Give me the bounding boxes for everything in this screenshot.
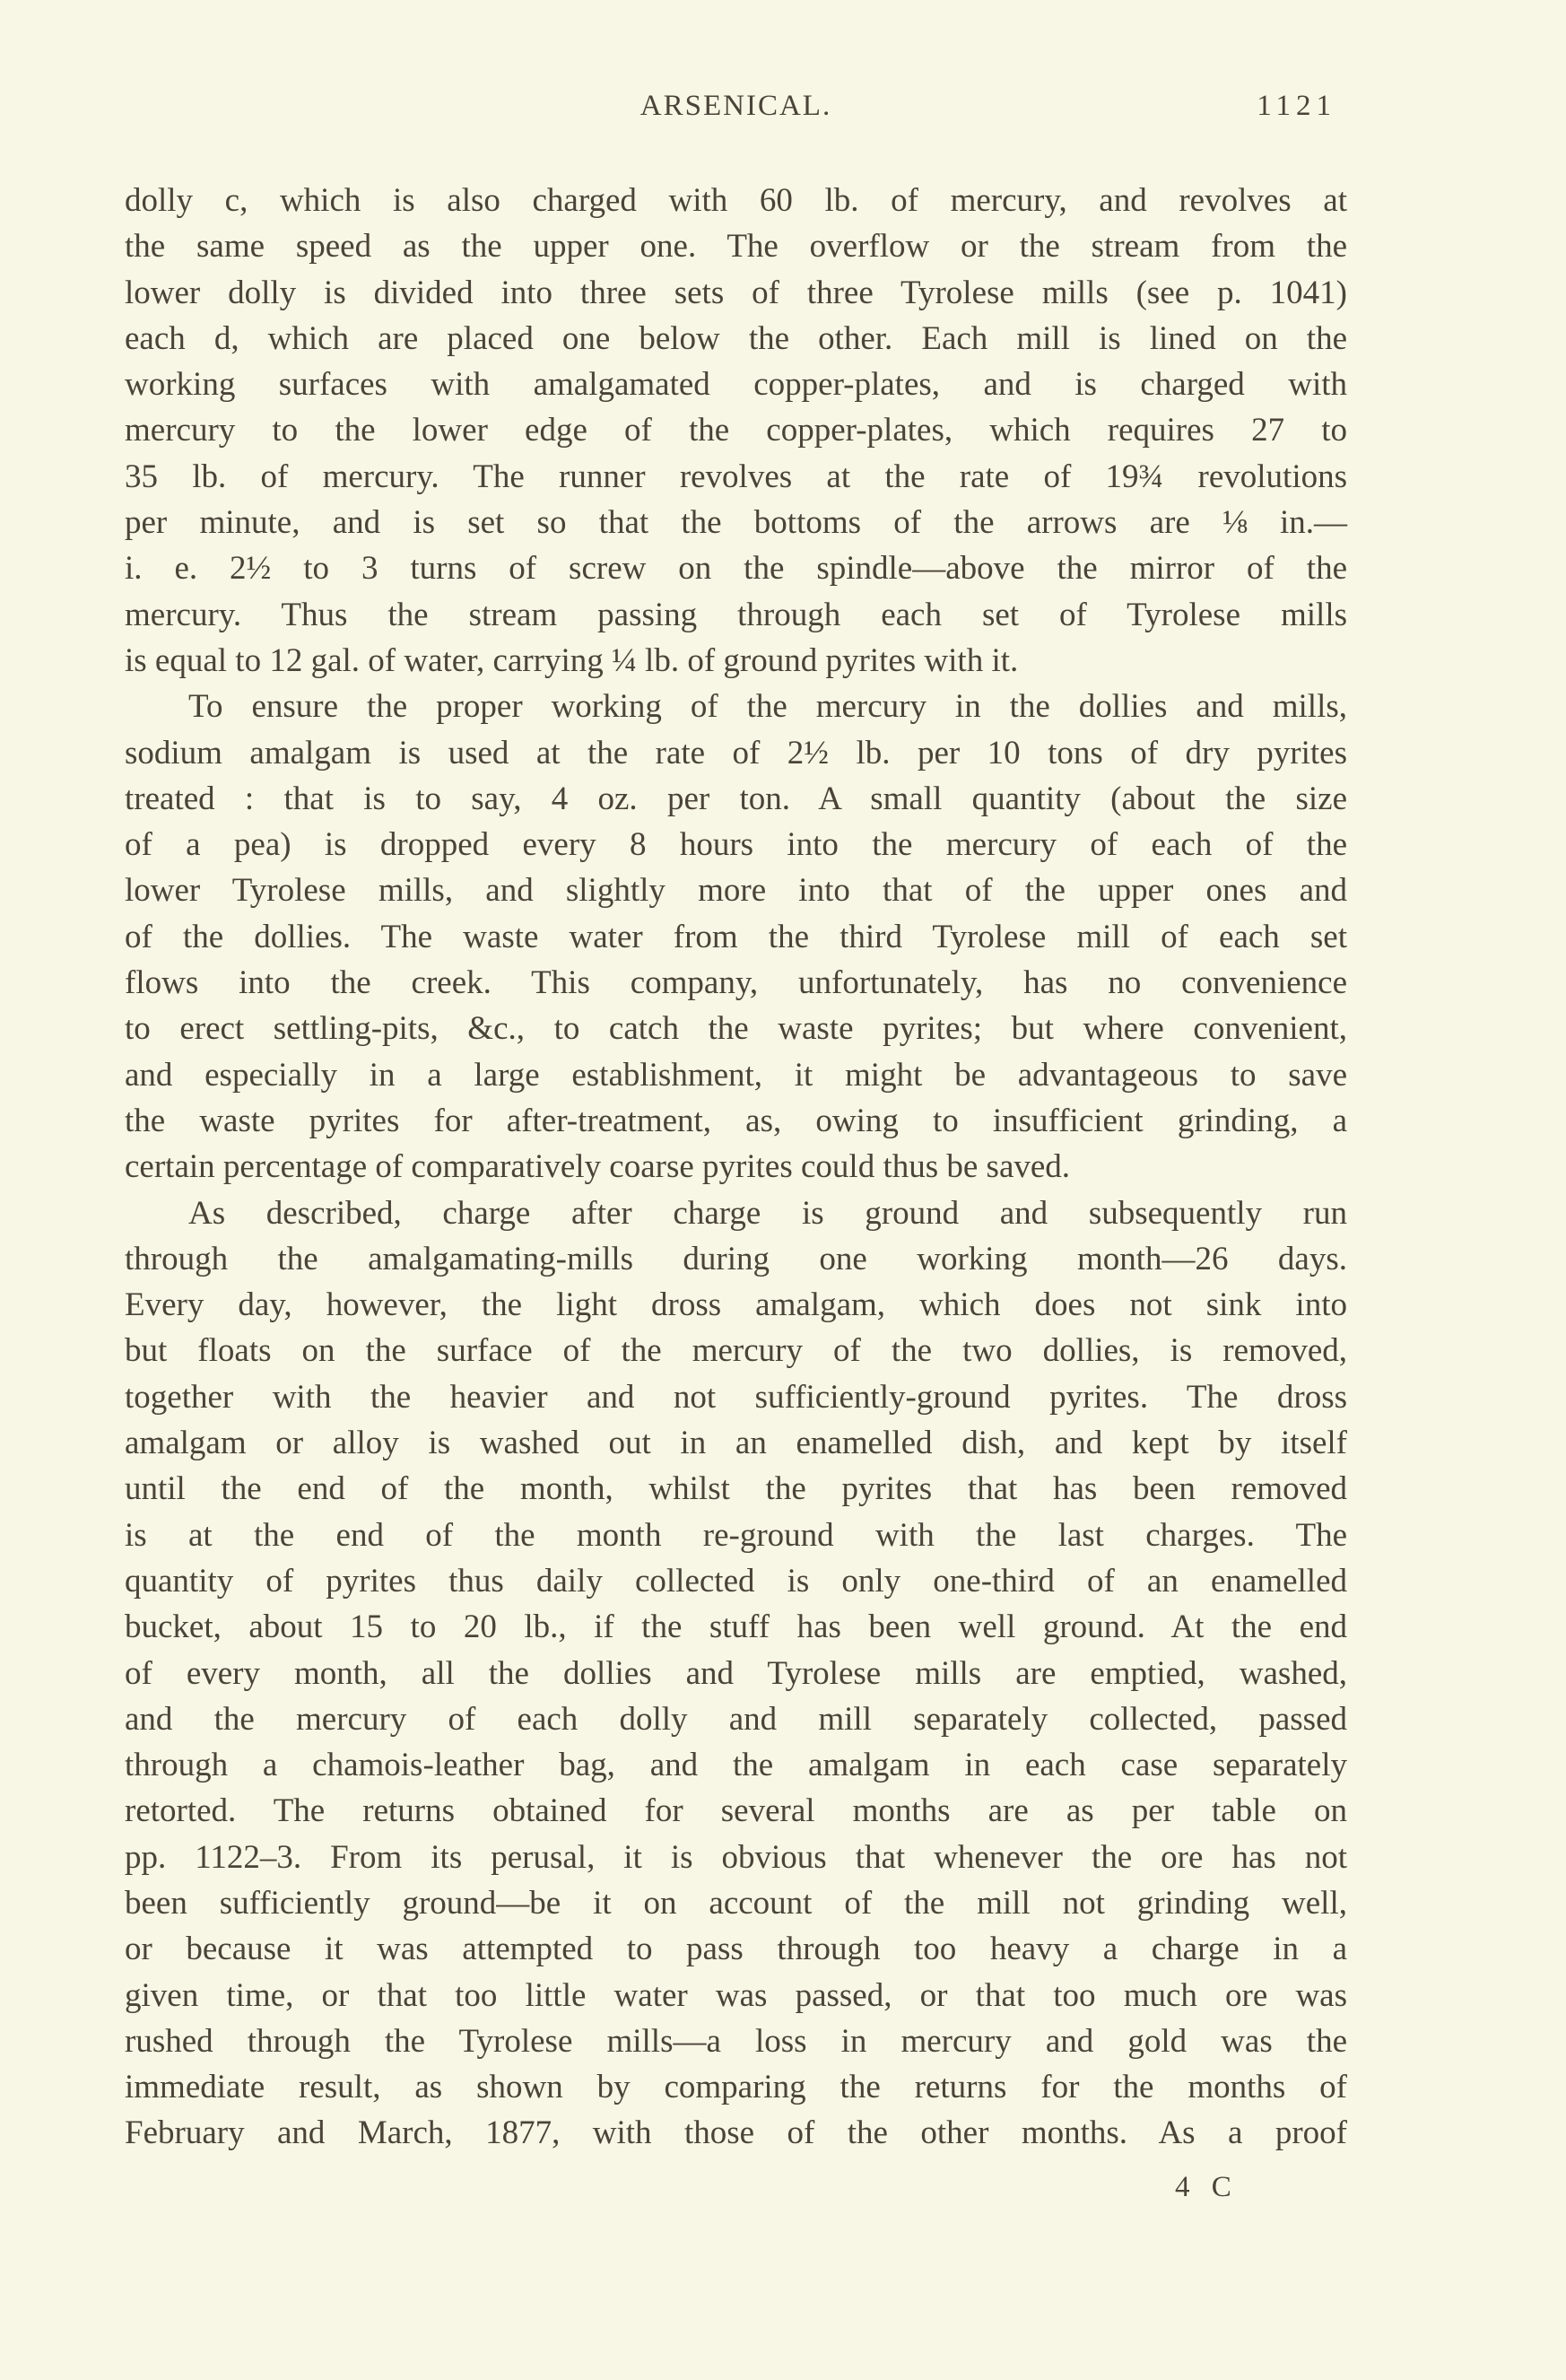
text-line: As described, charge after charge is ground and subsequently run: [188, 1194, 1347, 1232]
text-line: dolly c, which is also charged with 60 lb. of mercury, and revolves at: [125, 182, 1347, 219]
text-line: To ensure the proper working of the mercury in the dollies and mills,: [188, 688, 1347, 726]
text-line: the waste pyrites for after-treatment, as, owing to insufficient grinding, a: [125, 1102, 1347, 1139]
running-title: ARSENICAL.: [639, 90, 832, 122]
paragraph: [125, 178, 1347, 684]
text-line: flows into the creek. This company, unfortunately, has no convenience: [125, 964, 1347, 1002]
text-line: February and March, 1877, with those of the other months. As a proof: [125, 2114, 1347, 2152]
text-line: i. e. 2½ to 3 turns of screw on the spindle—above the mirror of the: [125, 550, 1347, 588]
body-text: [125, 178, 1347, 2157]
text-line: together with the heavier and not sufficiently-ground pyrites. The dross: [125, 1378, 1347, 1416]
text-line: pp. 1122–3. From its perusal, it is obvious that whenever the ore has not: [125, 1838, 1347, 1876]
page-header: [125, 90, 1347, 135]
paragraph: [125, 1190, 1347, 2157]
text-line: of the dollies. The waste water from the third Tyrolese mill of each set: [125, 918, 1347, 955]
text-line: is equal to 12 gal. of water, carrying ¼ lb. of ground pyrites with it.: [125, 641, 1019, 679]
text-line: rushed through the Tyrolese mills—a loss in mercury and gold was the: [125, 2022, 1347, 2060]
text-line: through a chamois-leather bag, and the amalgam in each case separately: [125, 1747, 1347, 1784]
text-line: certain percentage of comparatively coarse pyrites could thus be saved.: [125, 1148, 1071, 1186]
text-line: working surfaces with amalgamated copper-plates, and is charged with: [125, 366, 1347, 404]
text-line: mercury to the lower edge of the copper-plates, which requires 27 to: [125, 412, 1347, 449]
text-line: each d, which are placed one below the other. Each mill is lined on the: [125, 319, 1347, 357]
text-line: given time, or that too little water was passed, or that too much ore was: [125, 1976, 1347, 2014]
text-line: immediate result, as shown by comparing the returns for the months of: [125, 2069, 1347, 2106]
text-line: until the end of the month, whilst the pyrites that has been removed: [125, 1470, 1347, 1508]
text-line: the same speed as the upper one. The overflow or the stream from the: [125, 228, 1347, 266]
signature-mark: 4 C: [1175, 2171, 1239, 2203]
paragraph: [125, 684, 1347, 1190]
text-line: is at the end of the month re-ground with the last charges. The: [125, 1516, 1347, 1554]
text-line: bucket, about 15 to 20 lb., if the stuff has been well ground. At the end: [125, 1608, 1347, 1646]
text-line: mercury. Thus the stream passing through each set of Tyrolese mills: [125, 596, 1347, 633]
text-line: Every day, however, the light dross amalgam, which does not sink into: [125, 1286, 1347, 1324]
text-line: through the amalgamating-mills during one working month—26 days.: [125, 1240, 1347, 1277]
text-line: but floats on the surface of the mercury of the two dollies, is removed,: [125, 1332, 1347, 1370]
text-line: treated : that is to say, 4 oz. per ton. A small quantity (about the size: [125, 780, 1347, 817]
text-line: and especially in a large establishment, it might be advantageous to save: [125, 1056, 1347, 1094]
text-line: sodium amalgam is used at the rate of 2½ lb. per 10 tons of dry pyrites: [125, 734, 1347, 772]
text-line: lower Tyrolese mills, and slightly more into that of the upper ones and: [125, 872, 1347, 910]
text-line: or because it was attempted to pass through too heavy a charge in a: [125, 1931, 1347, 1968]
text-line: and the mercury of each dolly and mill separately collected, passed: [125, 1700, 1347, 1738]
text-line: been sufficiently ground—be it on account of the mill not grinding well,: [125, 1884, 1347, 1922]
text-line: of every month, all the dollies and Tyrolese mills are emptied, washed,: [125, 1654, 1347, 1692]
text-line: of a pea) is dropped every 8 hours into the mercury of each of the: [125, 826, 1347, 864]
text-line: lower dolly is divided into three sets of three Tyrolese mills (see p. 1041): [125, 274, 1347, 311]
text-line: per minute, and is set so that the bottoms of the arrows are ⅛ in.—: [125, 504, 1347, 542]
text-line: to erect settling-pits, &c., to catch the waste pyrites; but where convenient,: [125, 1010, 1347, 1048]
text-line: quantity of pyrites thus daily collected is only one-third of an enamelled: [125, 1562, 1347, 1600]
page-number: 1121: [1257, 90, 1336, 122]
text-line: 35 lb. of mercury. The runner revolves at the rate of 19¾ revolutions: [125, 458, 1347, 495]
text-line: retorted. The returns obtained for several months are as per table on: [125, 1792, 1347, 1830]
text-line: amalgam or alloy is washed out in an enamelled dish, and kept by itself: [125, 1425, 1347, 1462]
